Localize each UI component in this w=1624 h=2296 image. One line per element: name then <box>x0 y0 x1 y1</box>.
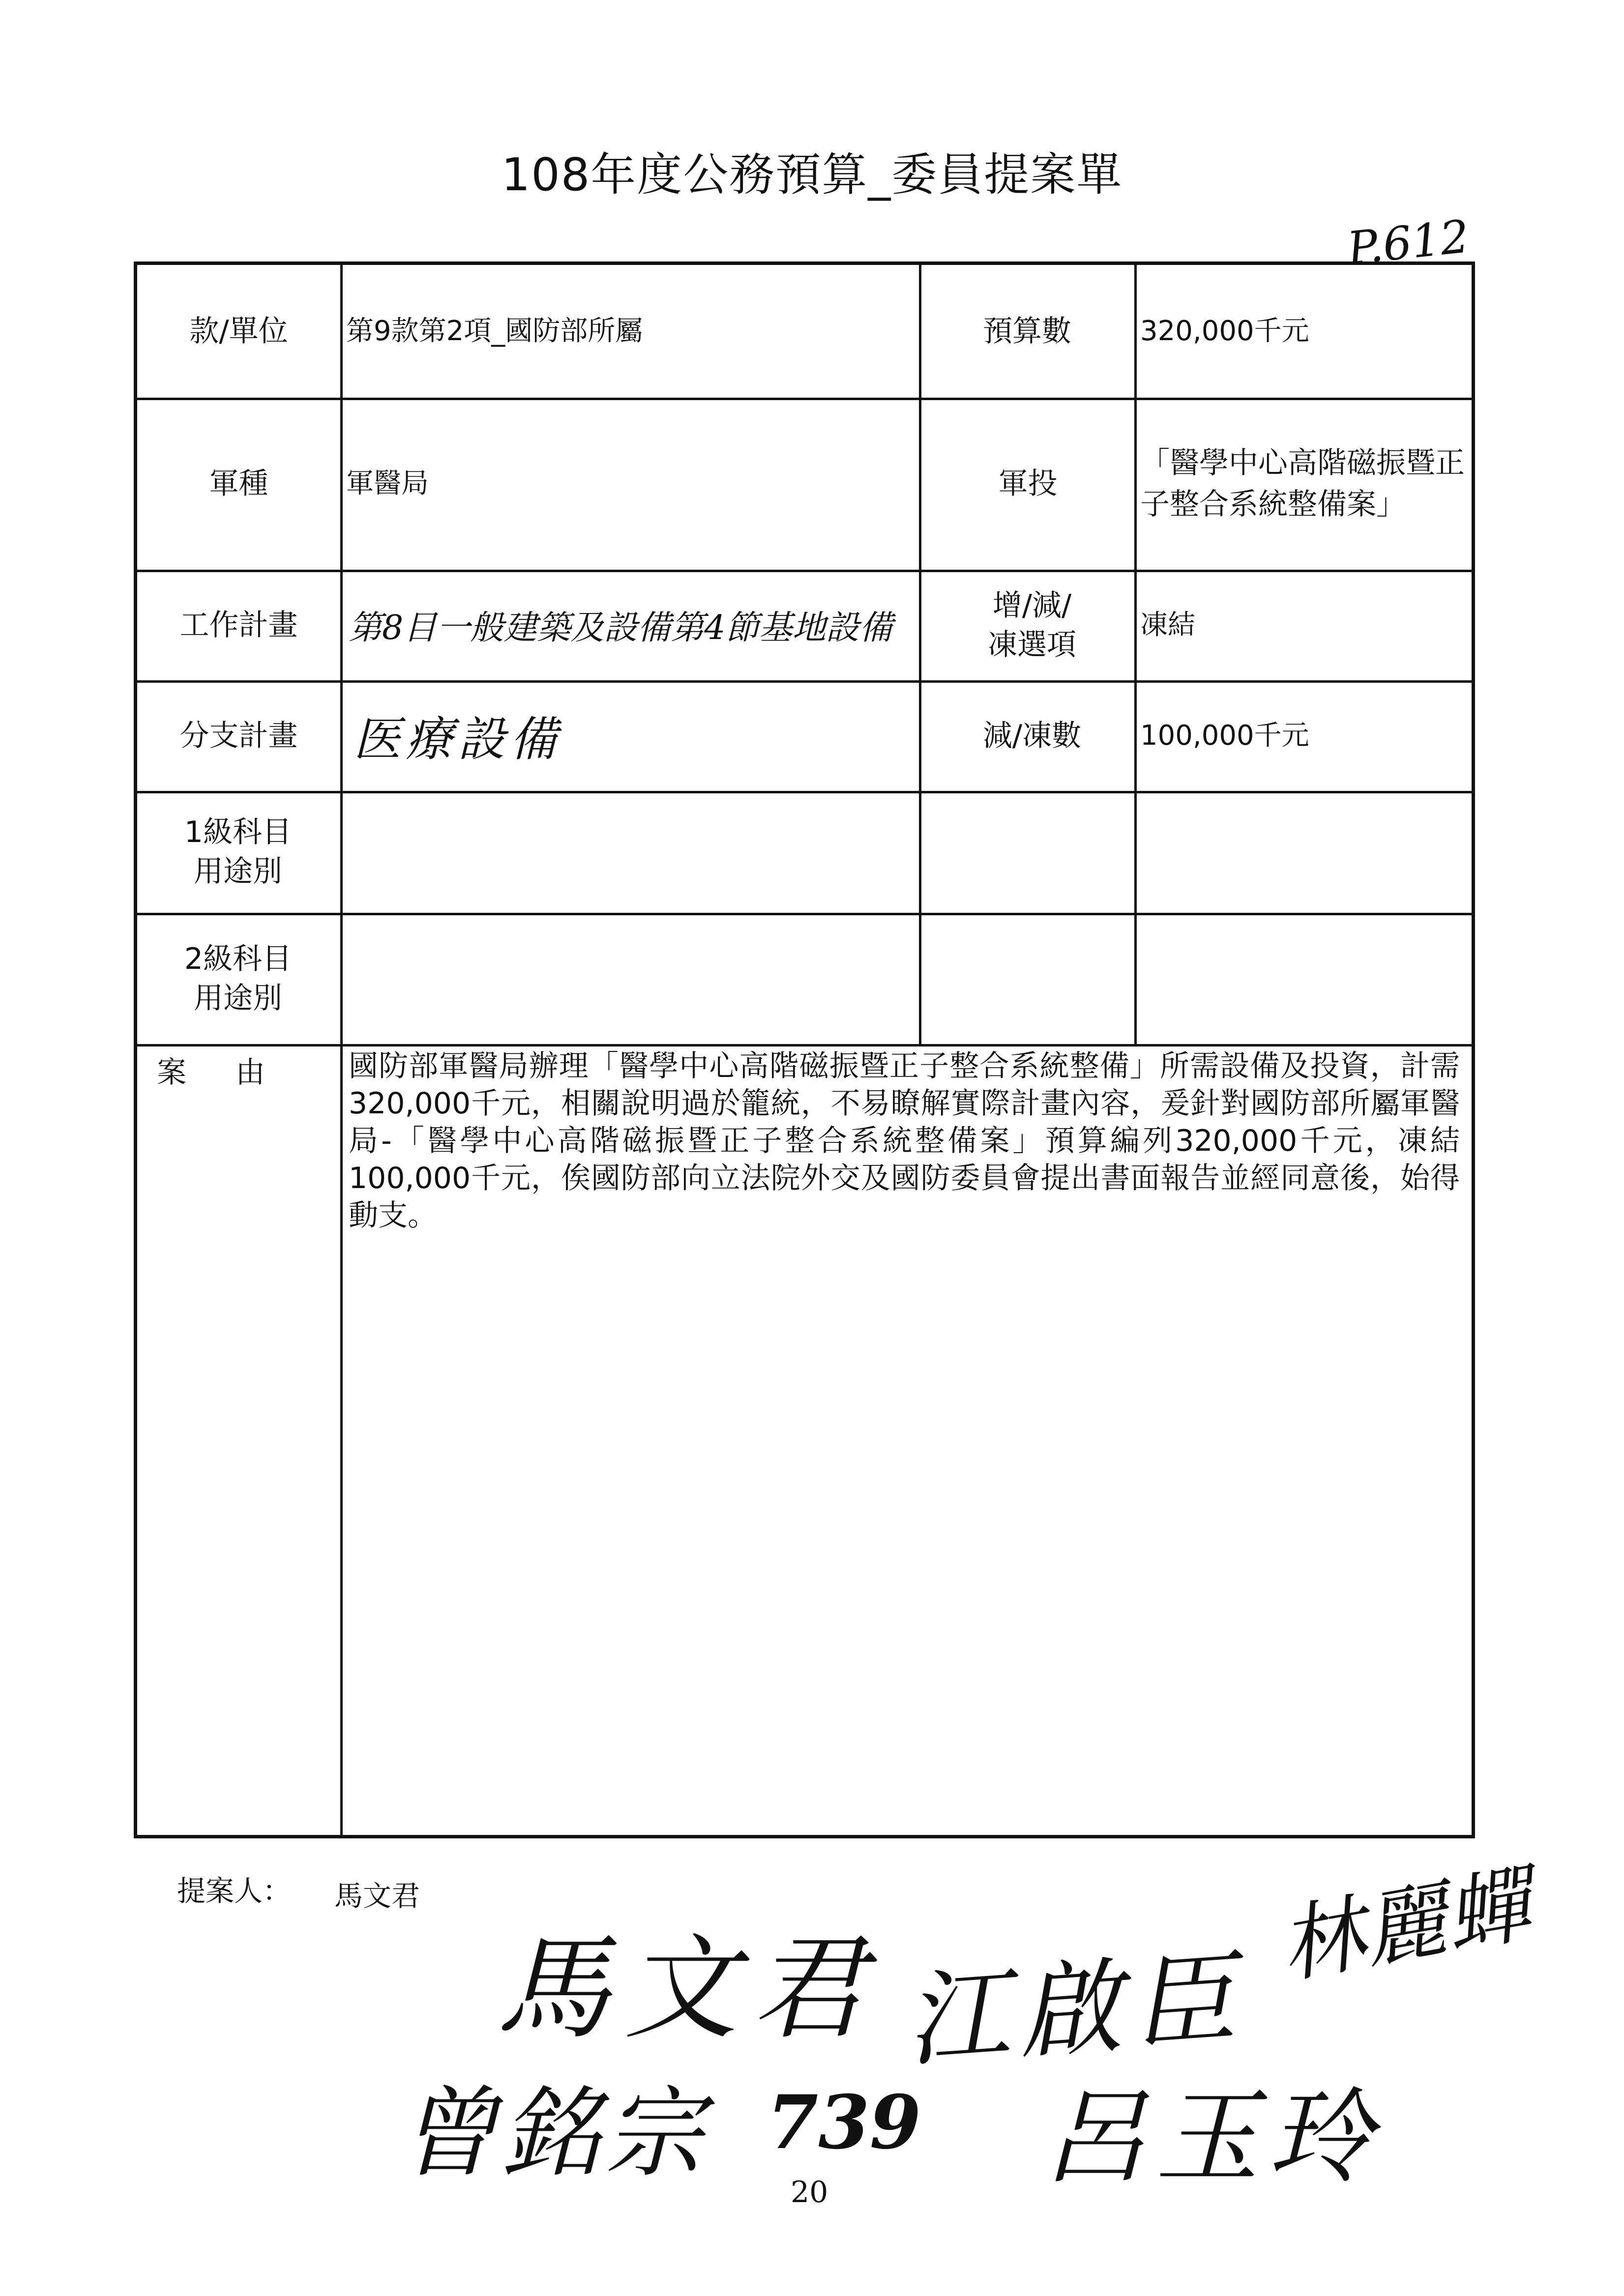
row-value-reduce-freeze-amount: 100,000千元 <box>1140 719 1309 752</box>
signature-handwritten: 林麗蟬 <box>1273 1856 1537 1996</box>
proposal-form-table <box>134 262 1475 1838</box>
proposer-label: 提案人： <box>177 1874 292 1908</box>
row-label-work-plan: 工作計畫 <box>179 608 298 642</box>
row-value-account: 第9款第2項_國防部所屬 <box>346 315 643 347</box>
row-label-investment: 軍投 <box>998 466 1058 501</box>
row-label2-level1-subject <box>921 791 1134 913</box>
row-label-level1-subject: 1級科目用途別 <box>184 815 292 889</box>
page-title: 108年度公務預算_委員提案單 <box>501 148 1123 201</box>
signature-handwritten: 江啟臣 <box>901 1938 1248 2082</box>
signature-handwritten: 曾銘宗 <box>398 2076 709 2191</box>
column-divider <box>340 265 343 1835</box>
row-label-level2-subject: 2級科目用途別 <box>184 941 292 1016</box>
row-label-branch-plan: 分支計畫 <box>179 718 298 753</box>
row-label-action-option: 增/減/凍選項 <box>988 588 1076 662</box>
row-label-budget: 預算數 <box>983 314 1071 349</box>
row-value2-level2-subject <box>1140 913 1465 1044</box>
row-label-reduce-freeze-amount: 減/凍數 <box>982 718 1082 753</box>
proposer-name: 馬文君 <box>334 1879 420 1913</box>
handwritten-page-number: 739 <box>767 2079 921 2166</box>
row-value-budget: 320,000千元 <box>1140 315 1309 347</box>
row-value-action-option: 凍結 <box>1140 609 1195 641</box>
reason-text: 國防部軍醫局辦理「醫學中心高階磁振暨正子整合系統整備」所需設備及投資，計需320,000千元，相關說明過於籠統，不易瞭解實際計畫內容，爰針對國防部所屬軍醫局-「醫學中心高階磁振暨正子整合系統整備案」預算編列320,000千元，凍結100,000千元，俟國防部向立法院外交及國防委員會提出書面報告並經同意後，始得動支。 <box>349 1049 1460 1233</box>
row-value-level1-subject <box>346 791 916 913</box>
signature-handwritten: 呂玉玲 <box>1042 2077 1382 2198</box>
row-value-work-plan-handwritten: 第8目一般建築及設備第4節基地設備 <box>349 609 893 647</box>
row-value-level2-subject <box>346 913 916 1044</box>
row-label-account: 款/單位 <box>189 314 288 349</box>
column-divider <box>1134 265 1137 1044</box>
reason-label: 案由 <box>157 1055 314 1090</box>
page-number: 20 <box>791 2175 828 2209</box>
row-label-service: 軍種 <box>209 466 268 501</box>
row-value-service: 軍醫局 <box>346 467 429 499</box>
row-value2-level1-subject <box>1140 791 1465 913</box>
row-label2-level2-subject <box>921 913 1134 1044</box>
row-value-branch-plan-handwritten: 医療設備 <box>354 712 562 767</box>
page-reference-handwritten: P.612 <box>1345 210 1472 275</box>
signature-handwritten: 馬文君 <box>497 1923 880 2055</box>
row-value-investment: 「醫學中心高階磁振暨正子整合系統整備案」 <box>1140 446 1465 522</box>
row-divider <box>137 1044 1472 1046</box>
